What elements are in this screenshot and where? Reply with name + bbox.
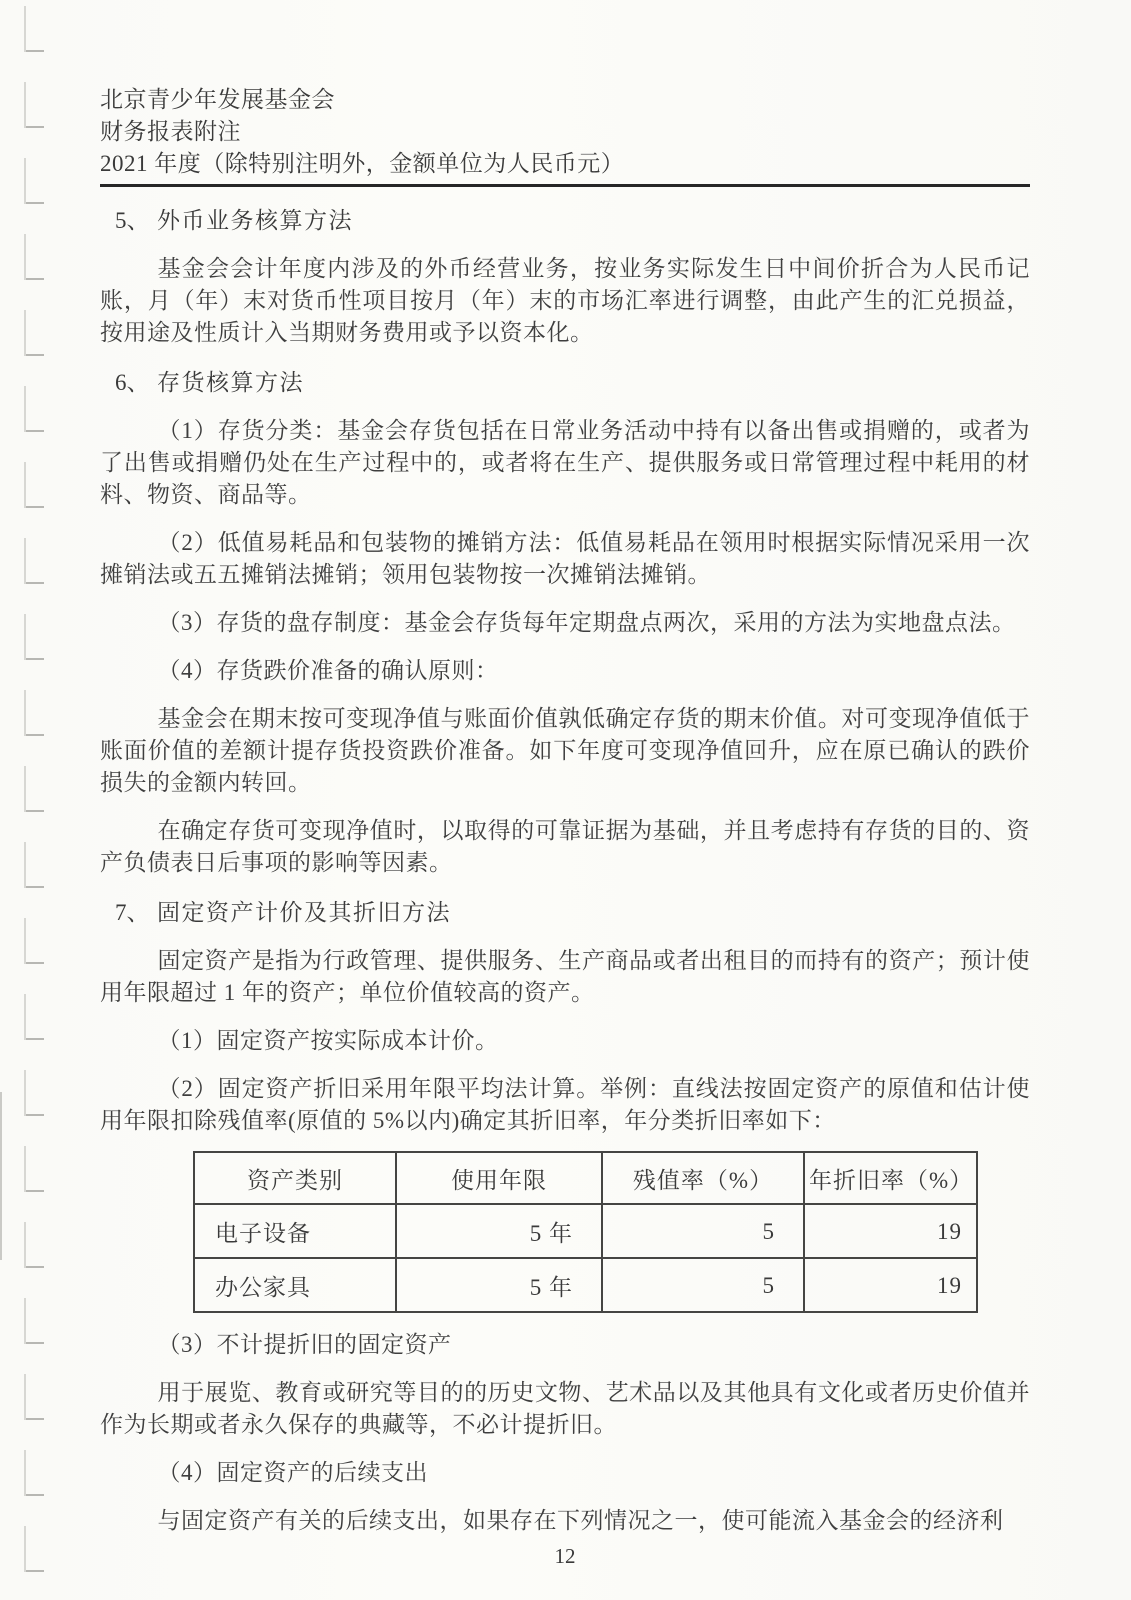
paragraph: （3）存货的盘存制度：基金会存货每年定期盘点两次，采用的方法为实地盘点法。 [157,610,1016,635]
section-title: 固定资产计价及其折旧方法 [157,900,451,925]
page-header [100,84,1030,187]
table-cell: 5 [602,1204,804,1258]
table-cell: 19 [804,1204,977,1258]
org-name: 北京青少年发展基金会 [100,87,335,112]
table-header-row [194,1152,977,1204]
table-cell: 电子设备 [194,1204,396,1258]
scan-edge-shadow [0,1092,2,1260]
paragraph: 固定资产是指为行政管理、提供服务、生产商品或者出租目的而持有的资产；预计使用年限超过 1 年的资产；单位价值较高的资产。 [100,948,1030,1005]
paragraph: （4）固定资产的后续支出 [157,1460,428,1485]
table-row [194,1204,977,1258]
table-header-useful-life: 使用年限 [396,1152,602,1204]
section-title: 存货核算方法 [157,370,304,395]
period-line: 2021 年度（除特别注明外，金额单位为人民币元） [100,151,625,176]
paragraph: （3）不计提折旧的固定资产 [157,1332,452,1357]
paragraph: 用于展览、教育或研究等目的的历史文物、艺术品以及其他具有文化或者历史价值并作为长期或者永久保存的典藏等，不必计提折旧。 [100,1380,1030,1437]
table-cell: 5 年 [396,1258,602,1312]
section-title: 外币业务核算方法 [157,208,353,233]
paragraph: 基金会会计年度内涉及的外币经营业务，按业务实际发生日中间价折合为人民币记账，月（年）末对货币性项目按月（年）末的市场汇率进行调整，由此产生的汇兑损益，按用途及性质计入当期财务费用或予以资本化。 [100,256,1030,345]
section-number: 5、 [115,208,150,233]
table-row [194,1258,977,1312]
table-cell: 19 [804,1258,977,1312]
table-header-annual-depreciation-rate: 年折旧率（%） [804,1152,977,1204]
table-header-asset-category: 资产类别 [194,1152,396,1204]
table-cell: 办公家具 [194,1258,396,1312]
page-number: 12 [554,1544,576,1568]
paragraph: 与固定资产有关的后续支出，如果存在下列情况之一，使可能流入基金会的经济利 [157,1508,1004,1533]
paragraph: （4）存货跌价准备的确认原则： [157,658,499,683]
table-header-residual-rate: 残值率（%） [602,1152,804,1204]
section-number: 6、 [115,370,150,395]
section-heading-6 [115,367,1030,399]
doc-title: 财务报表附注 [100,119,241,144]
table-cell: 5 年 [396,1204,602,1258]
paragraph: 在确定存货可变现净值时，以取得的可靠证据为基础，并且考虑持有存货的目的、资产负债表日后事项的影响等因素。 [100,818,1030,875]
paragraph: （1）固定资产按实际成本计价。 [157,1028,499,1053]
depreciation-table [193,1151,978,1313]
document-page [100,84,1030,1569]
table-cell: 5 [602,1258,804,1312]
paragraph: 基金会在期末按可变现净值与账面价值孰低确定存货的期末价值。对可变现净值低于账面价值的差额计提存货投资跌价准备。如下年度可变现净值回升，应在原已确认的跌价损失的金额内转回。 [100,706,1030,795]
section-heading-5 [115,205,1030,237]
section-number: 7、 [115,900,150,925]
paragraph: （2）低值易耗品和包装物的摊销方法：低值易耗品在领用时根据实际情况采用一次摊销法或五五摊销法摊销；领用包装物按一次摊销法摊销。 [100,530,1030,587]
header-rule [100,184,1030,187]
paragraph: （1）存货分类：基金会存货包括在日常业务活动中持有以备出售或捐赠的，或者为了出售或捐赠仍处在生产过程中的，或者将在生产、提供服务或日常管理过程中耗用的材料、物资、商品等。 [100,418,1030,507]
paragraph: （2）固定资产折旧采用年限平均法计算。举例：直线法按固定资产的原值和估计使用年限扣除残值率(原值的 5%以内)确定其折旧率，年分类折旧率如下： [100,1076,1030,1133]
section-heading-7 [115,897,1030,929]
